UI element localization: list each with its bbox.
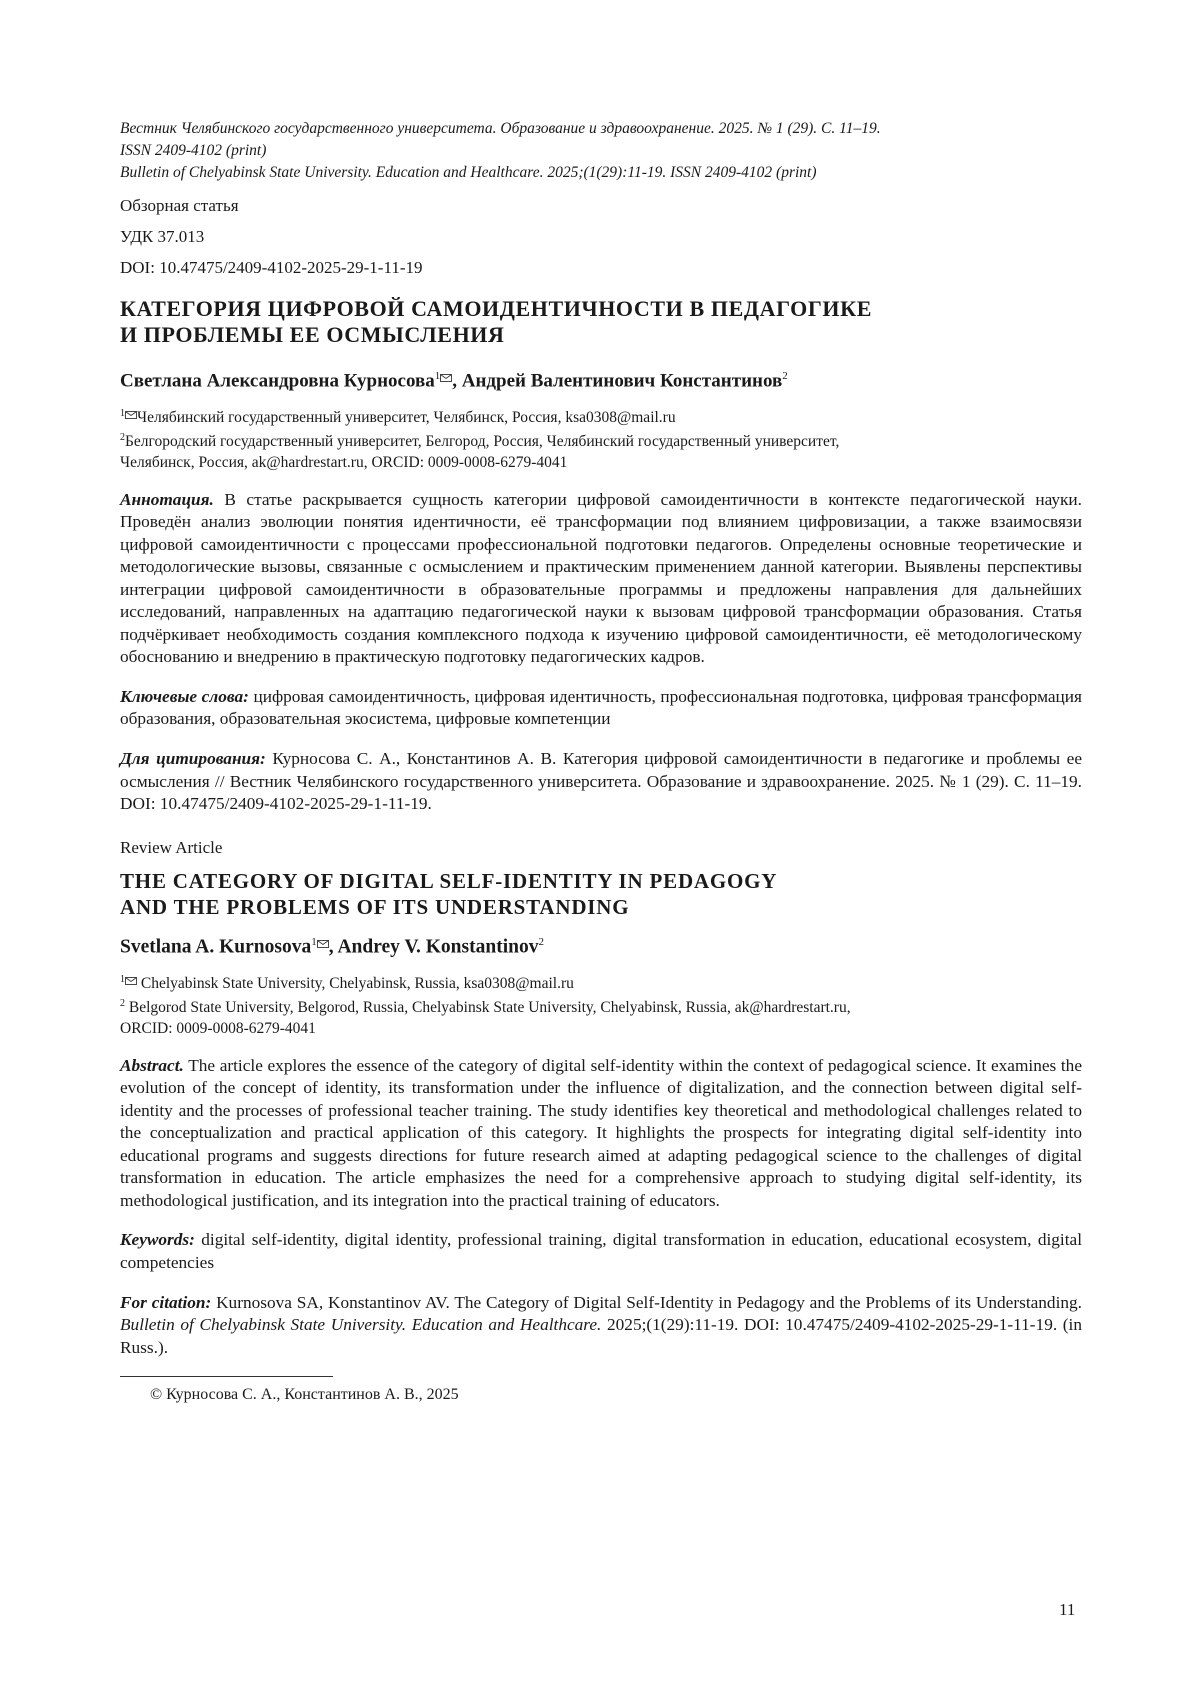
article-type-ru: Обзорная статья [120,196,239,215]
keywords-ru-text: цифровая самоидентичность, цифровая идентичность, профессиональная подготовка, цифровая трансформация образования, образовательная экосистема, цифровые компетенции [120,686,1082,729]
title-ru-line-2: И ПРОБЛЕМЫ ЕЕ ОСМЫСЛЕНИЯ [120,322,505,347]
affiliation-1-en-sup: 1 [120,974,125,986]
author-2-sup: 2 [782,370,788,382]
envelope-icon [317,940,329,948]
keywords-en-text: digital self-identity, digital identity, professional training, digital transformation in education, educational ecosystem, digital competencies [120,1230,1082,1272]
authors-ru [120,364,1082,393]
keywords-ru [120,686,1082,731]
affiliations-en [120,970,1082,1038]
affiliation-2-text-1: Белгородский государственный университет, Белгород, Россия, Челябинский государственный университет, [125,433,840,451]
affiliation-1 [120,404,1082,428]
author-2-en: Andrey V. Konstantinov [337,936,539,958]
citation-ru [120,748,1082,816]
abstract-ru-label: Аннотация. [120,489,214,509]
article-type-en: Review Article [120,837,223,857]
authors-en [120,930,1082,960]
keywords-en [120,1229,1082,1274]
doi: DOI: 10.47475/2409-4102-2025-29-1-11-19 [120,258,423,277]
keywords-en-label: Keywords: [120,1230,195,1250]
author-2: Андрей Валентинович Константинов [461,370,783,392]
footnote-divider [120,1376,333,1377]
copyright-footnote: © Курносова С. А., Константинов А. В., 2025 [150,1386,459,1404]
affiliation-2 [120,428,1082,452]
article-page [120,118,1082,1405]
affiliation-2-en-sup: 2 [120,998,125,1010]
citation-en-label: For citation: [120,1292,212,1312]
citation-en [120,1292,1082,1360]
keywords-ru-label: Ключевые слова: [120,686,249,706]
affiliation-2-sup: 2 [120,432,125,444]
author-1-sup: 1 [434,370,441,382]
journal-issn-line: ISSN 2409-4102 (print) [120,142,267,159]
abstract-en-label: Abstract. [120,1055,184,1075]
envelope-icon [125,977,137,985]
journal-en-line: Bulletin of Chelyabinsk State University. Education and Healthcare. 2025;(1(29):11-19. ISSN 2409-4102 (print) [120,164,817,181]
title-en [120,868,1082,920]
affiliation-1-sup: 1 [120,408,125,420]
title-ru-line-1: КАТЕГОРИЯ ЦИФРОВОЙ САМОИДЕНТИЧНОСТИ В ПЕДАГОГИКЕ [120,296,872,321]
affiliation-2-continued: Челябинск, Россия, ak@hardrestart.ru, ORCID: 0009-0008-6279-4041 [120,453,568,471]
abstract-ru-text: В статье раскрывается сущность категории цифровой самоидентичности в контексте педагогической науки. Проведён анализ эволюции понятия идентичности, её трансформации под влиянием цифровизации, а также взаимосвязи цифровой самоидентичности с процессами профессиональной подготовки педагогов. Определены основные теоретические и методологические вызовы, связанные с осмыслением и практическим применением данной категории. Выявлены перспективы интеграции цифровой самоидентичности в образовательные программы и предложены направления для дальнейших исследований, направленных на адаптацию педагогической науки к вызовам цифровой трансформации образования. Статья подчёркивает необходимость создания комплексного подхода к изучению цифровой самоидентичности, её методологическому обоснованию и внедрению в практическую подготовку педагогических кадров. [120,489,1082,667]
citation-ru-text: Курносова С. А., Константинов А. В. Категория цифровой самоидентичности в педагогике и проблемы ее осмысления // Вестник Челябинского государственного университета. Образование и здравоохранение. 2025. № 1 (29). С. 11–19. DOI: 10.47475/2409-4102-2025-29-1-11-19. [120,749,1082,814]
affiliation-1-text: Челябинский государственный университет, Челябинск, Россия, ksa0308@mail.ru [137,409,676,427]
envelope-icon [440,374,452,382]
abstract-en [120,1055,1082,1213]
author-separator: , [452,370,462,392]
affiliations-ru [120,404,1082,472]
author-1: Светлана Александровна Курносова [120,370,435,392]
journal-ru-line: Вестник Челябинского государственного университета. Образование и здравоохранение. 2025. № 1 (29). С. 11–19. [120,120,881,137]
affiliation-2-en-continued: ORCID: 0009-0008-6279-4041 [120,1019,316,1037]
envelope-icon [125,411,137,419]
author-separator-en: , [328,936,338,958]
citation-en-text: Kurnosova SA, Konstantinov AV. The Category of Digital Self-Identity in Pedagogy and the Problems of its Understanding. [211,1292,1082,1312]
author-2-en-sup: 2 [538,935,544,948]
abstract-ru [120,489,1082,669]
page-number: 11 [1059,1600,1076,1619]
affiliation-1-en [120,970,1082,994]
citation-en-journal: Bulletin of Chelyabinsk State University. Education and Healthcare. [120,1315,602,1335]
journal-header [120,118,1082,184]
affiliation-2-en-text-1: Belgorod State University, Belgorod, Russia, Chelyabinsk State University, Chelyabinsk, Russia, ak@hardrestart.ru, [125,999,851,1017]
author-1-en: Svetlana A. Kurnosova [120,936,312,958]
abstract-en-text: The article explores the essence of the category of digital self-identity within the context of pedagogical science. It examines the evolution of the concept of identity, its transformation under the influence of digitalization, and the connection between digital self-identity and the processes of professional teacher training. The study identifies key theoretical and methodological challenges related to the conceptualization and practical application of this category. It highlights the prospects for integrating digital self-identity into educational programs and suggests directions for future research aimed at adapting pedagogical science to the challenges of digital transformation in education. The article emphasizes the need for a comprehensive approach to studying digital self-identity, its methodological justification, and its integration into the practical training of educators. [120,1055,1082,1210]
affiliation-2-en [120,994,1082,1018]
title-en-line-1: THE CATEGORY OF DIGITAL SELF-IDENTITY IN PEDAGOGY [120,868,778,893]
affiliation-1-en-text: Chelyabinsk State University, Chelyabinsk, Russia, ksa0308@mail.ru [137,975,574,993]
author-1-en-sup: 1 [311,935,317,948]
title-ru [120,296,1082,348]
citation-ru-label: Для цитирования: [120,749,266,769]
citation-en-tail: 2025;(1(29):11-19. DOI: 10.47475/2409-4102-2025-29-1-11-19. (in Russ.). [120,1315,1082,1357]
udk: УДК 37.013 [120,227,205,246]
title-en-line-2: AND THE PROBLEMS OF ITS UNDERSTANDING [120,894,630,919]
